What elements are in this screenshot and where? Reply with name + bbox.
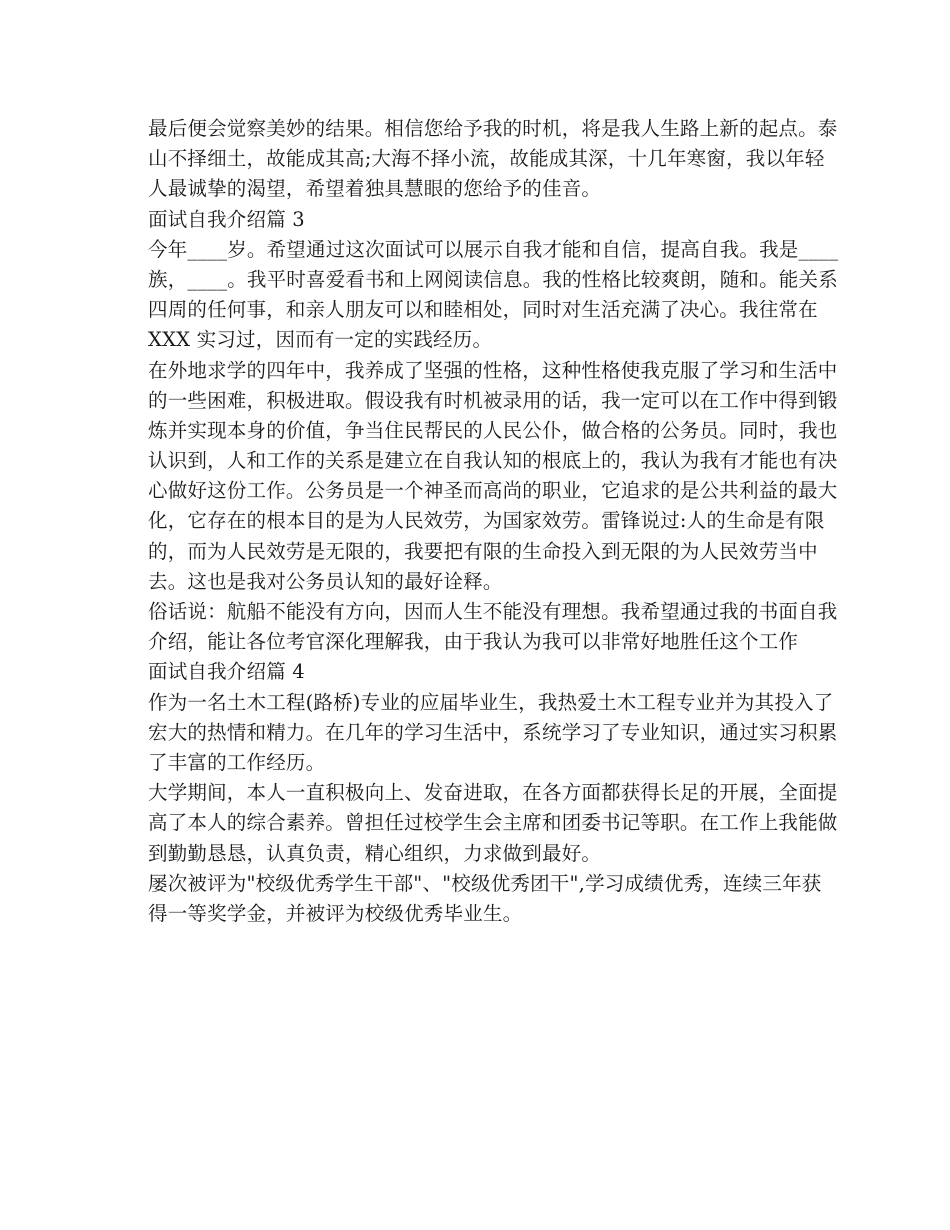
body-line: 大学期间，本人一直积极向上、发奋进取，在各方面都获得长足的开展，全面提 — [148, 781, 838, 805]
body-line: 今年____岁。希望通过这次面试可以展示自我才能和自信，提高自我。我是____ — [148, 237, 839, 261]
body-line: 得一等奖学金，并被评为校级优秀毕业生。 — [148, 901, 523, 925]
body-line: 的一些困难，积极进取。假设我有时机被录用的话，我一定可以在工作中得到锻 — [148, 388, 838, 412]
section-heading-3: 面试自我介绍篇 3 — [148, 207, 305, 231]
body-line: 在外地求学的四年中，我养成了坚强的性格，这种性格使我克服了学习和生活中 — [148, 358, 838, 382]
body-line: 了丰富的工作经历。 — [148, 750, 326, 774]
body-line: 宏大的热情和精力。在几年的学习生活中，系统学习了专业知识，通过实习积累 — [148, 720, 838, 744]
body-line: 介绍，能让各位考官深化理解我，由于我认为我可以非常好地胜任这个工作 — [148, 630, 799, 654]
body-line: 去。这也是我对公务员认知的最好诠释。 — [148, 569, 503, 593]
body-line: 化，它存在的根本目的是为人民效劳，为国家效劳。雷锋说过:人的生命是有限 — [148, 509, 825, 533]
body-line: 高了本人的综合素养。曾担任过校学生会主席和团委书记等职。在工作上我能做 — [148, 811, 838, 835]
document-body — [148, 114, 839, 929]
body-line: 最后便会觉察美妙的结果。相信您给予我的时机，将是我人生路上新的起点。泰 — [148, 117, 838, 140]
body-line: 的，而为人民效劳是无限的，我要把有限的生命投入到无限的为人民效劳当中 — [148, 539, 818, 563]
body-line: 作为一名土木工程(路桥)专业的应届毕业生，我热爱土木工程专业并为其投入了 — [148, 690, 834, 714]
body-line: 心做好这份工作。公务员是一个神圣而高尚的职业，它追求的是公共利益的最大 — [148, 479, 838, 503]
section-heading-4: 面试自我介绍篇 4 — [148, 660, 305, 684]
body-line: 炼并实现本身的价值，争当住民帮民的人民公仆，做合格的公务员。同时，我也 — [148, 418, 838, 442]
body-line: 认识到，人和工作的关系是建立在自我认知的根底上的，我认为我有才能也有决 — [148, 449, 838, 473]
body-line: 四周的任何事，和亲人朋友可以和睦相处，同时对生活充满了决心。我往常在 — [148, 298, 818, 322]
body-line: 屡次被评为"校级优秀学生干部"、"校级优秀团干",学习成绩优秀，连续三年获 — [148, 871, 822, 895]
body-line: 俗话说：航船不能没有方向，因而人生不能没有理想。我希望通过我的书面自我 — [148, 600, 838, 623]
body-line: 山不择细土，故能成其高;大海不择小流，故能成其深，十几年寒窗，我以年轻 — [148, 147, 825, 171]
body-line: 到勤勤恳恳，认真负责，精心组织，力求做到最好。 — [148, 841, 602, 865]
body-line: XXX 实习过，因而有一定的实践经历。 — [148, 328, 493, 352]
body-line: 族，____。我平时喜爱看书和上网阅读信息。我的性格比较爽朗，随和。能关系 — [148, 267, 838, 291]
body-line: 人最诚挚的渴望，希望着独具慧眼的您给予的佳音。 — [148, 177, 602, 201]
